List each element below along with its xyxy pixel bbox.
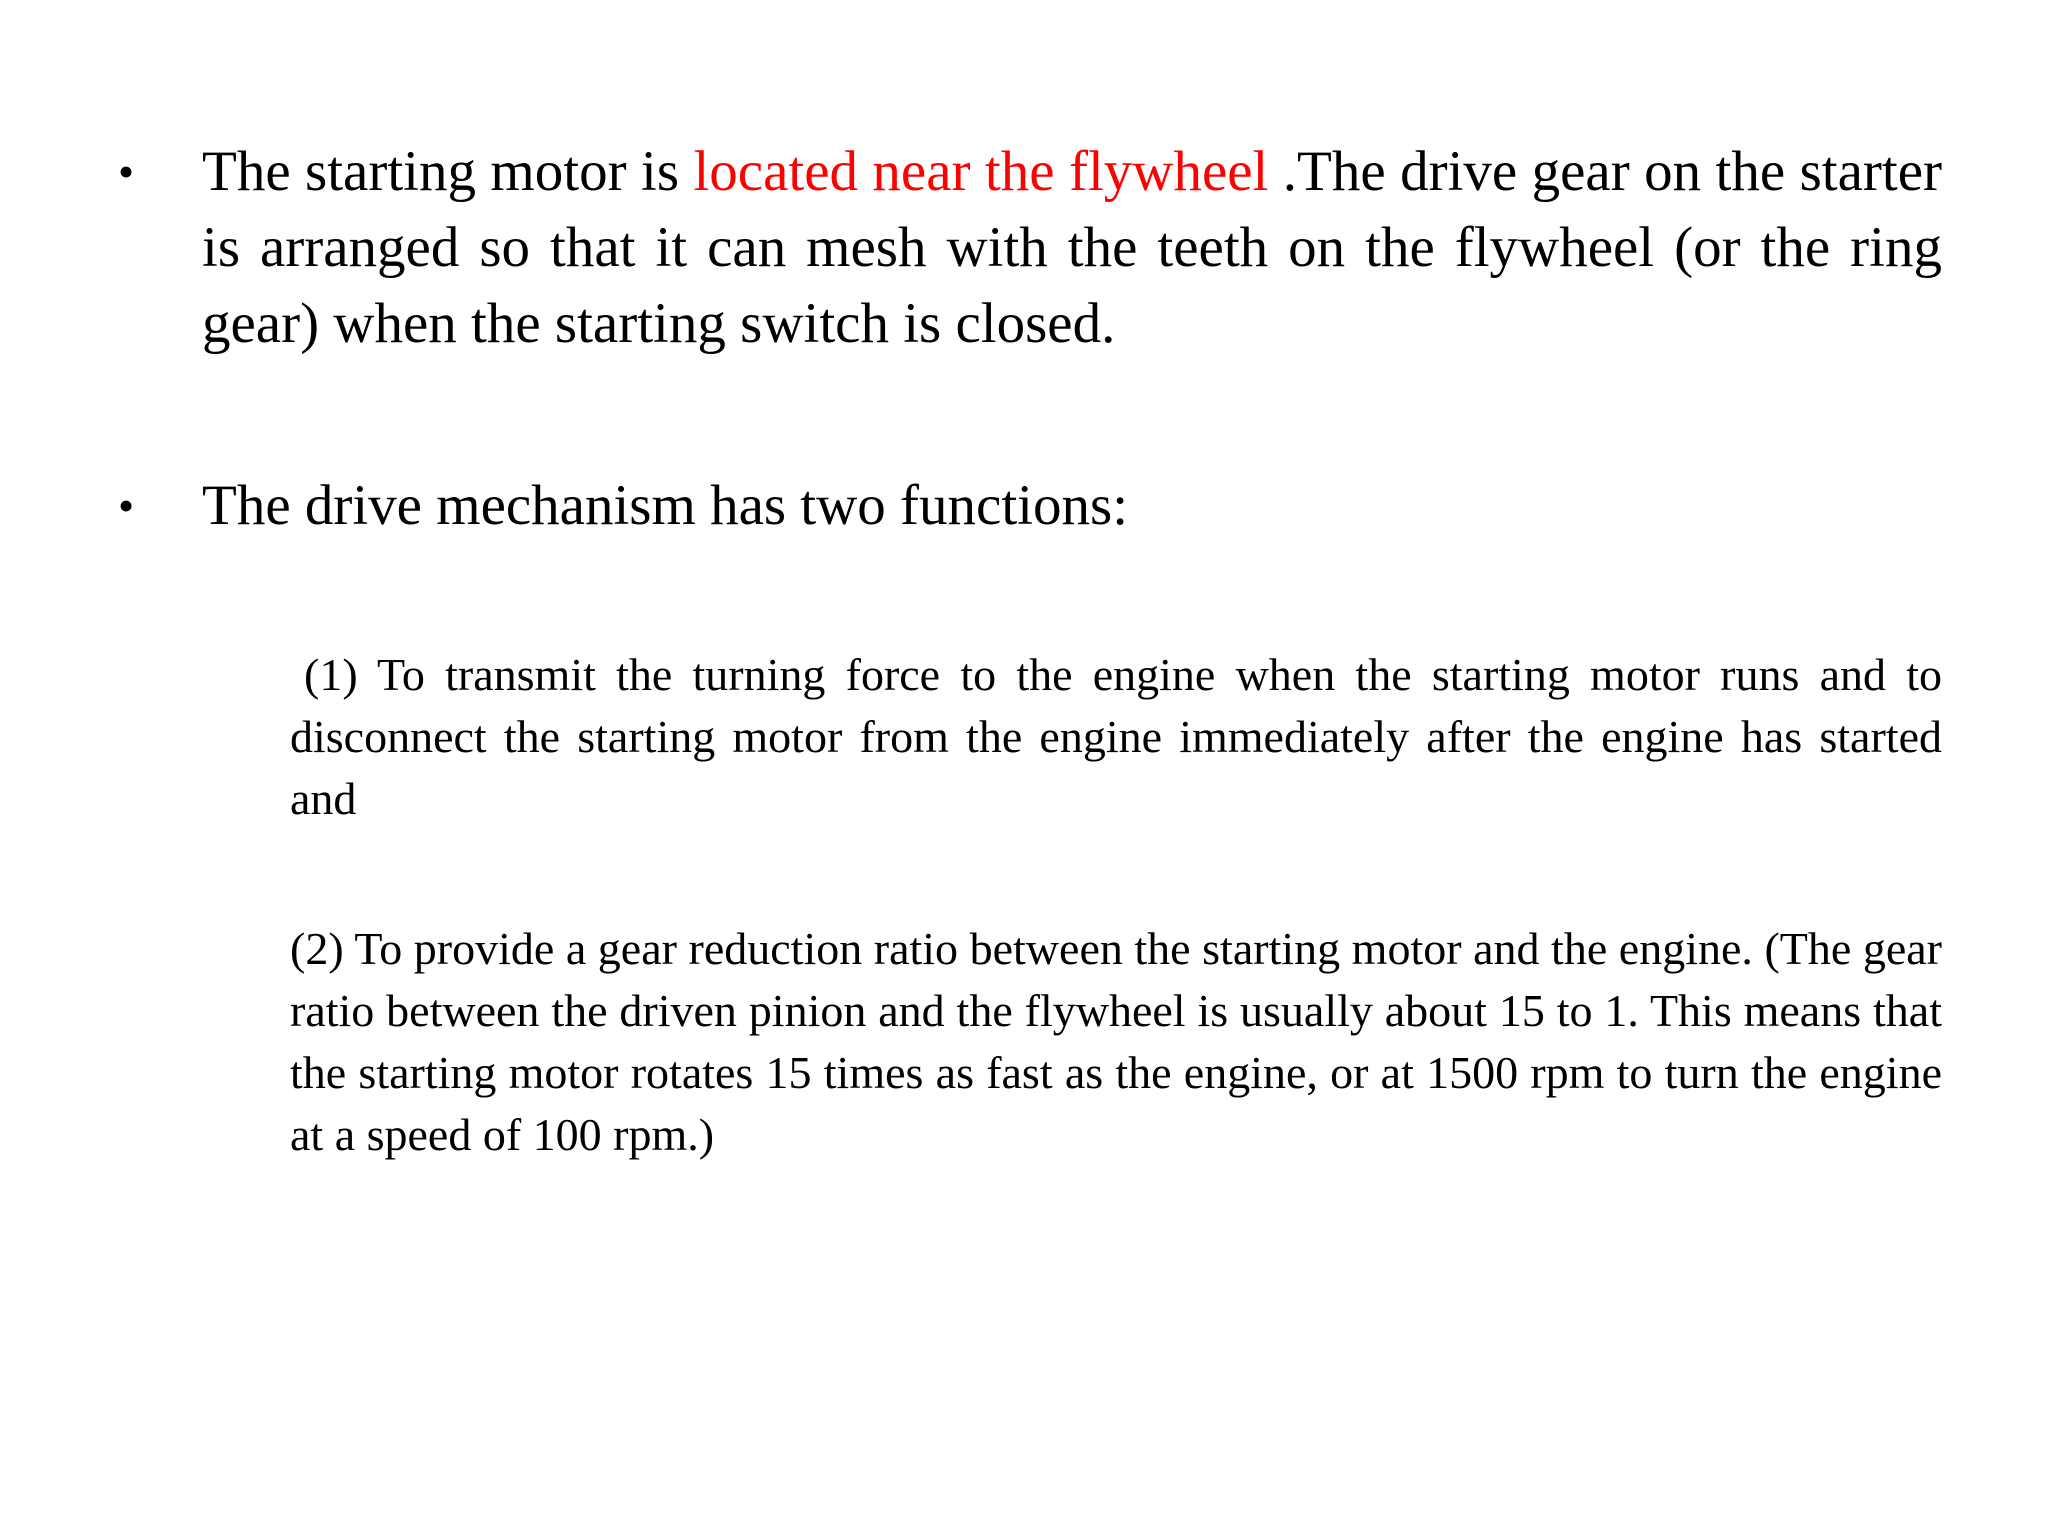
bullet-text xyxy=(202,134,1942,362)
function-item-2: (2) To provide a gear reduction ratio between the starting motor and the engine. (The gear ratio between the driven pinion and the flywheel is usually about 15 to 1. This means that the starting motor rotates 15 times as fast as the engine, or at 1500 rpm to turn the engine at a speed of 100 rpm.) xyxy=(290,923,1942,1160)
function-item-1: (1) To transmit the turning force to the engine when the starting motor runs and to disconnect the starting motor from the engine immediately after the engine has started and xyxy=(290,649,1942,824)
bullet-marker: • xyxy=(118,480,135,531)
bullet-text-before: The starting motor is xyxy=(202,140,694,203)
bullet-text-after: .The drive gear on the starter is arranged so that it can mesh with the teeth on the flywheel (or the ring gear) when the starting switch is closed. xyxy=(202,140,1943,355)
bullet-text: The drive mechanism has two functions: xyxy=(202,474,1129,537)
bullet-marker: • xyxy=(118,146,135,197)
highlighted-phrase: located near the flywheel xyxy=(693,140,1269,203)
